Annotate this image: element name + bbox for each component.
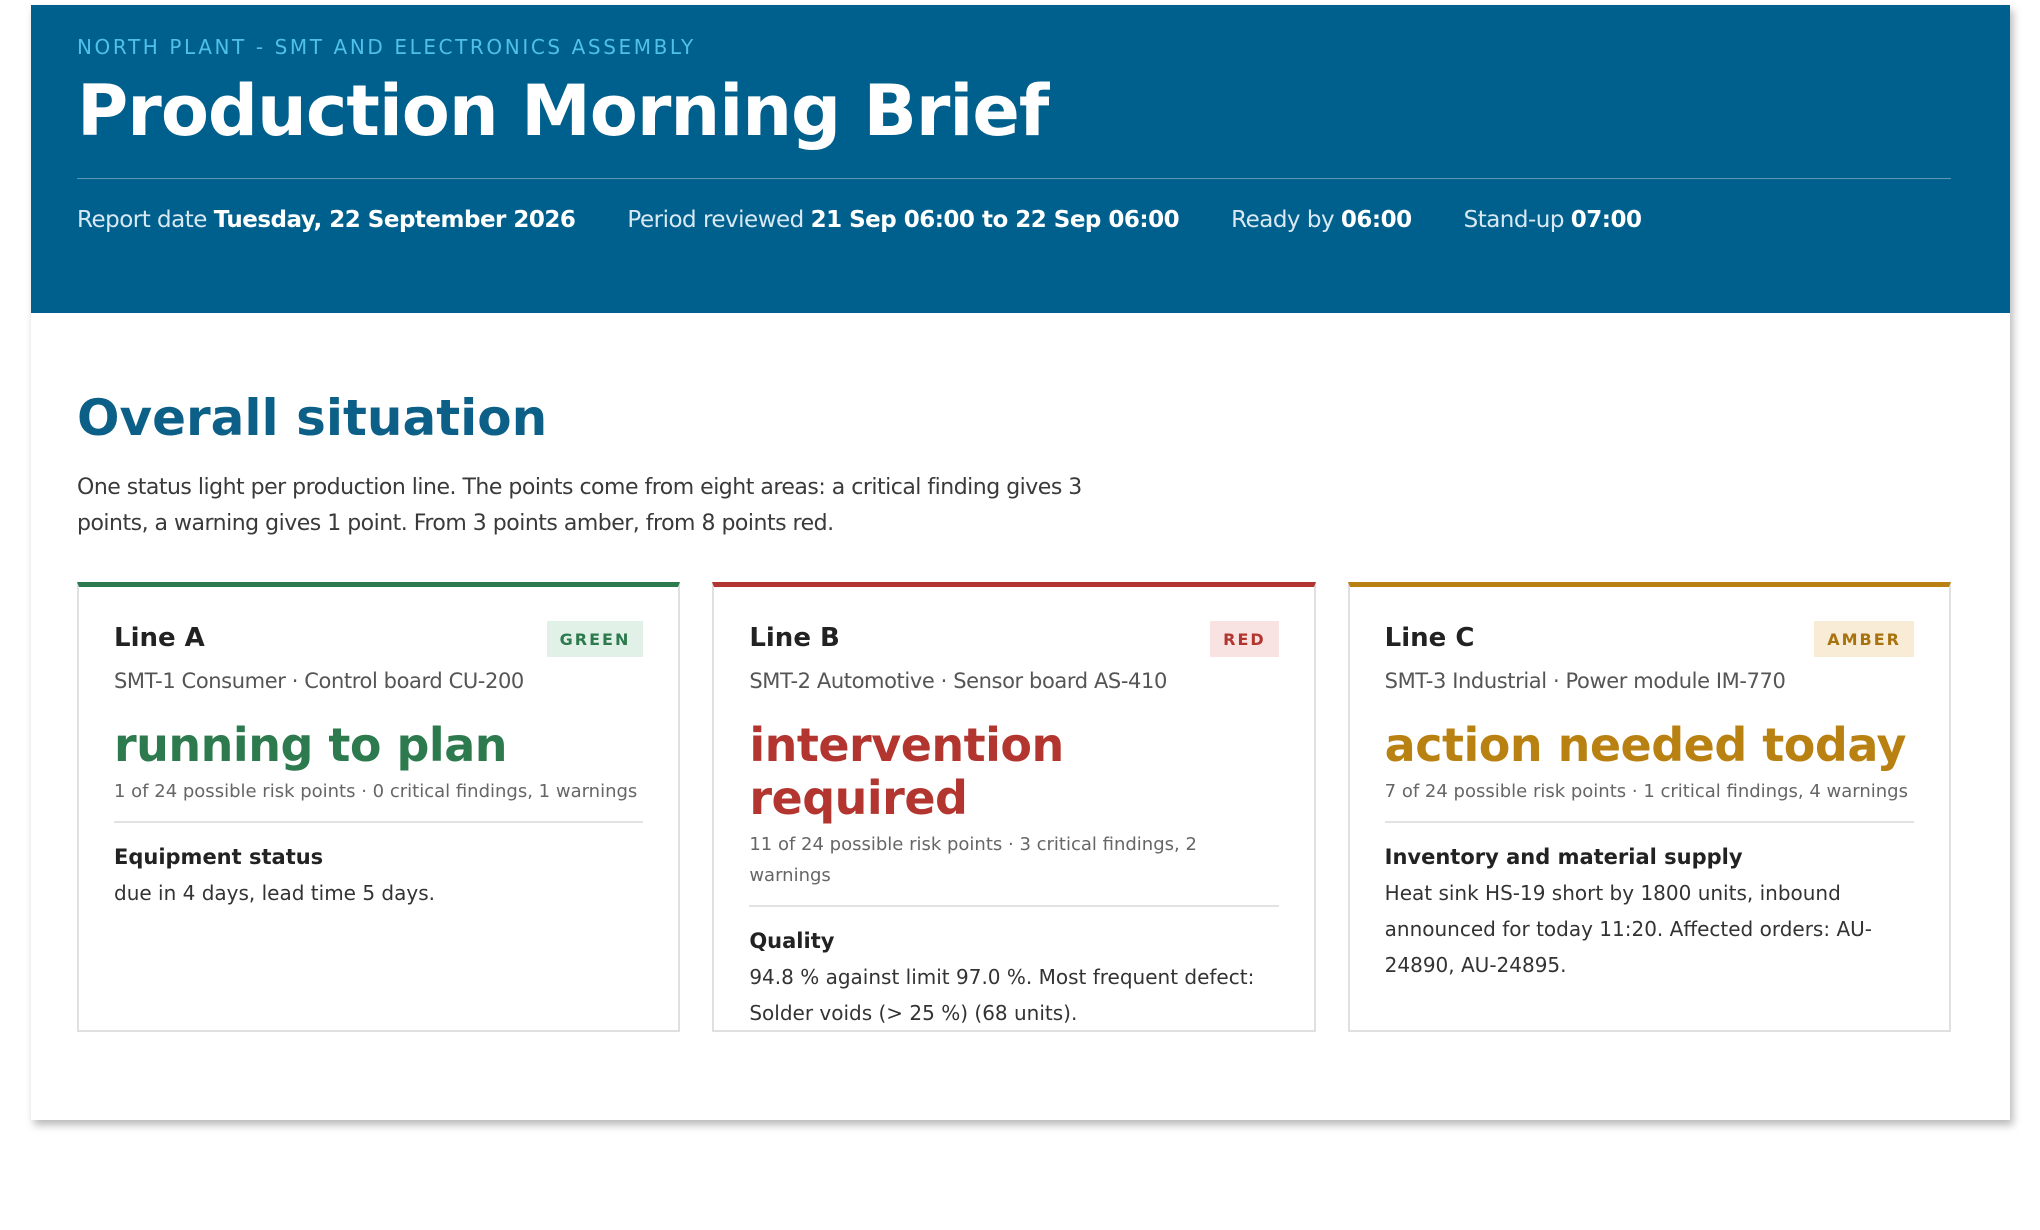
line-status: action needed today [1384,718,1906,772]
report-meta [77,207,1951,233]
main-content [31,313,2010,1032]
finding-text: 94.8 % against limit 97.0 %. Most frequent defect: Solder voids (> 25 %) (68 units). [749,964,1255,1025]
meta-label: Ready by [1231,207,1335,233]
plant-kicker: NORTH PLANT - SMT AND ELECTRONICS ASSEMBLY [77,35,696,59]
section-description: One status light per production line. The points come from eight areas: a critical finding gives 3 points, a warning gives 1 point. From 3 points amber, from 8 points red. [77,475,1082,536]
finding-text: Heat sink HS-19 short by 1800 units, inbound announced for today 11:20. Affected orders: AU-24890, AU-24895. [1384,880,1872,977]
line-card-a [77,582,680,1032]
meta-value: 06:00 [1340,207,1412,233]
report-title: Production Morning Brief [77,70,1049,152]
risk-points: 1 of 24 possible risk points · 0 critical findings, 1 warnings [114,780,638,802]
line-subtitle: SMT-2 Automotive · Sensor board AS-410 [749,669,1167,693]
report-header [31,5,2010,313]
header-divider [77,178,1951,179]
finding-title: Quality [749,928,835,953]
status-badge: AMBER [1814,621,1914,657]
line-cards [77,582,1951,1032]
risk-points: 11 of 24 possible risk points · 3 critical findings, 2 warnings [749,833,1197,886]
line-card-b [712,582,1315,1032]
meta-value: Tuesday, 22 September 2026 [213,207,576,233]
meta-label: Report date [77,207,207,233]
line-subtitle: SMT-1 Consumer · Control board CU-200 [114,669,524,693]
meta-ready-by [1231,207,1411,233]
section-title: Overall situation [77,389,548,447]
meta-value: 07:00 [1570,207,1642,233]
report-page [31,5,2010,1120]
meta-report-date [77,207,575,233]
finding-text: due in 4 days, lead time 5 days. [114,880,435,905]
line-status: running to plan [114,718,507,772]
line-name: Line B [749,623,840,653]
line-name: Line C [1384,623,1475,653]
status-badge: GREEN [547,621,644,657]
risk-points: 7 of 24 possible risk points · 1 critical findings, 4 warnings [1384,780,1908,802]
meta-standup [1464,207,1642,233]
card-divider [1385,821,1914,823]
meta-value: 21 Sep 06:00 to 22 Sep 06:00 [810,207,1180,233]
line-name: Line A [114,623,205,653]
card-divider [749,905,1278,907]
line-status: intervention required [749,718,1064,825]
meta-label: Stand-up [1463,207,1564,233]
card-divider [114,821,643,823]
finding-title: Inventory and material supply [1384,844,1743,869]
meta-period [627,207,1179,233]
line-subtitle: SMT-3 Industrial · Power module IM-770 [1384,669,1786,693]
line-card-c [1348,582,1951,1032]
card-header [114,621,643,657]
status-badge: RED [1210,621,1279,657]
card-header [1385,621,1914,657]
card-header [749,621,1278,657]
finding-title: Equipment status [114,844,324,869]
meta-label: Period reviewed [627,207,804,233]
